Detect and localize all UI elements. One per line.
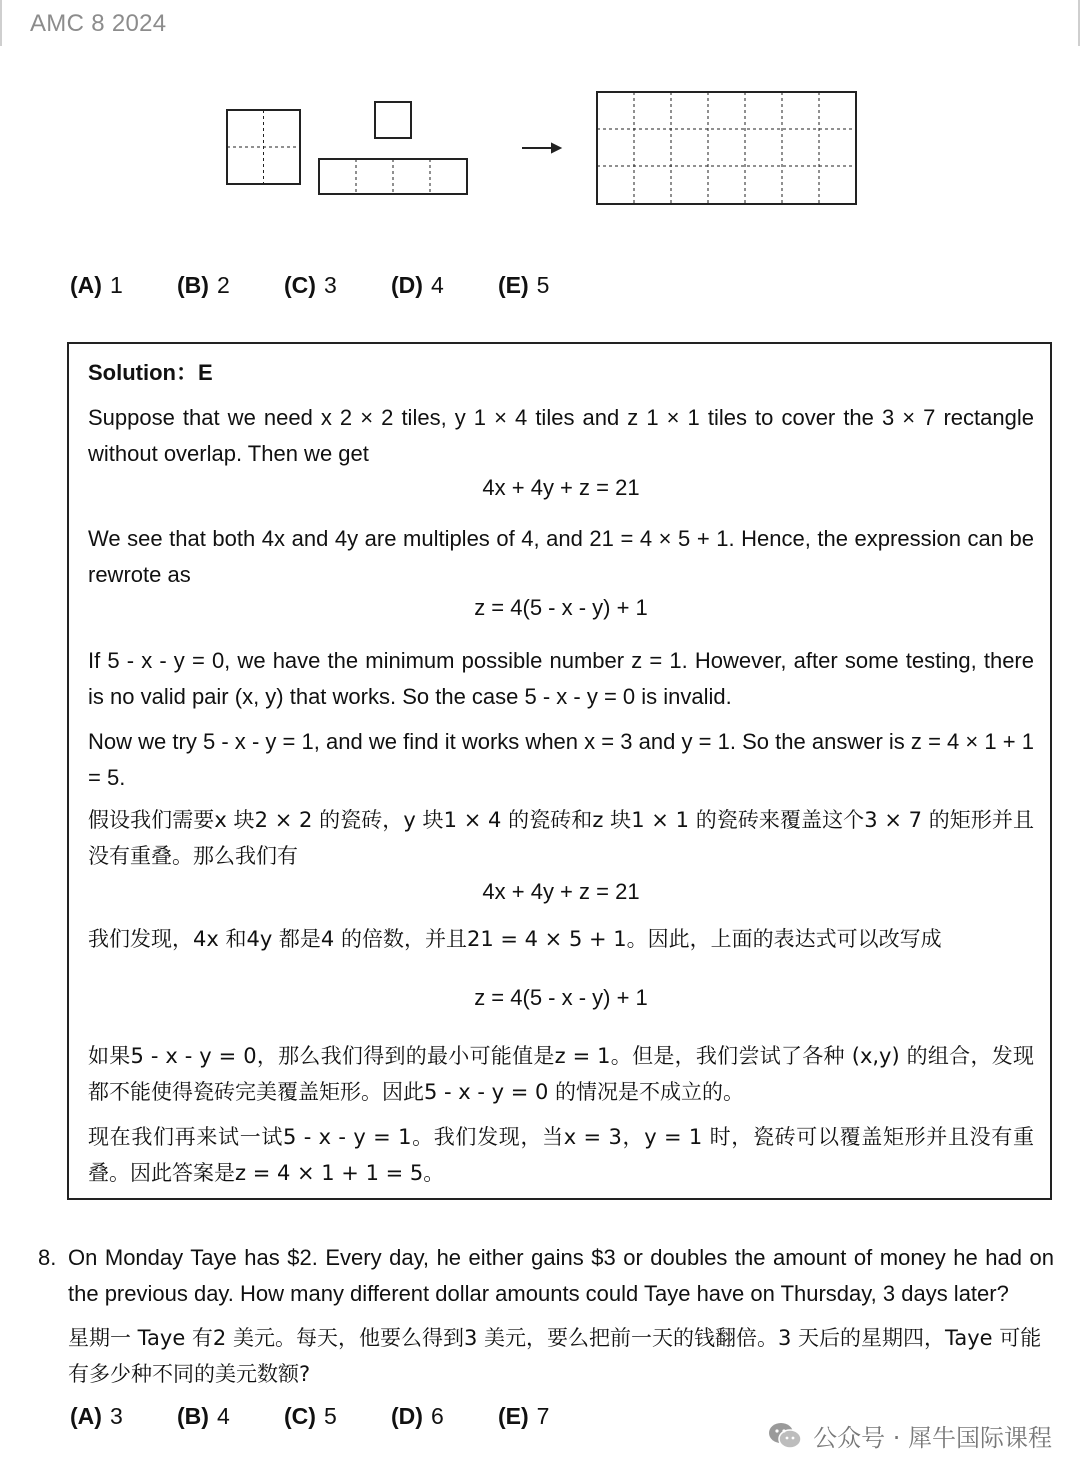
question7-choices [70, 272, 605, 299]
choice-c: (C) 5 [284, 1403, 337, 1429]
question8-choices [70, 1403, 605, 1430]
choice-d: (D) 6 [391, 1403, 444, 1429]
tiling-figure [222, 88, 862, 212]
choice-a: (A) 1 [70, 272, 123, 298]
solution-zh-paragraph-4: 现在我们再来试一试5 - x - y = 1。我们发现，当x = 3，y = 1 时，瓷砖可以覆盖矩形并且没有重叠。因此答案是z = 4 × 1 + 1 = 5。 [88, 1125, 1034, 1185]
watermark-text: 公众号 · 犀牛国际课程 [813, 1424, 1052, 1452]
tile-2x2 [227, 110, 300, 184]
solution-zh-paragraph-1: 假设我们需要x 块2 × 2 的瓷砖，y 块1 × 4 的瓷砖和z 块1 × 1 的瓷砖来覆盖这个3 × 7 的矩形并且没有重叠。那么我们有 [88, 808, 1034, 868]
choice-a: (A) 3 [70, 1403, 123, 1429]
question8-number: 8. [38, 1245, 57, 1270]
tile-1x1 [375, 102, 411, 138]
question8-text-zh: 星期一 Taye 有2 美元。每天，他要么得到3 美元，要么把前一天的钱翻倍。3 天后的星期四，Taye 可能有多少种不同的美元数额? [68, 1326, 1042, 1386]
equation-1: 4x + 4y + z = 21 [482, 475, 640, 500]
arrow-icon [522, 144, 560, 152]
solution-paragraph-2: We see that both 4x and 4y are multiples of 4, and 21 = 4 × 5 + 1. Hence, the expression can be rewrote as [88, 526, 1034, 587]
choice-d: (D) 4 [391, 272, 444, 298]
solution-zh-paragraph-2: 我们发现，4x 和4y 都是4 的倍数，并且21 = 4 × 5 + 1。因此，上面的表达式可以改写成 [88, 927, 942, 951]
choice-b: (B) 4 [177, 1403, 230, 1429]
watermark [767, 1418, 1052, 1453]
solution-title: Solution：E [88, 360, 213, 385]
rectangle-3x7 [597, 92, 856, 204]
solution-paragraph-4: Now we try 5 - x - y = 1, and we find it works when x = 3 and y = 1. So the answer is z = 4 × 1 + 1 = 5. [88, 729, 1034, 790]
question8-text: On Monday Taye has $2. Every day, he either gains $3 or doubles the amount of money he had on the previous day. How many different dollar amounts could Taye have on Thursday, 3 days later? [68, 1245, 1054, 1306]
choice-e: (E) 7 [498, 1403, 550, 1429]
solution-zh-paragraph-3: 如果5 - x - y = 0，那么我们得到的最小可能值是z = 1。但是，我们尝试了各种 (x,y) 的组合，发现都不能使得瓷砖完美覆盖矩形。因此5 - x - y = 0 的情况是不成立的。 [88, 1044, 1034, 1104]
header-divider [0, 0, 2, 46]
choice-e: (E) 5 [498, 272, 550, 298]
wechat-icon [767, 1421, 803, 1451]
solution-paragraph-3: If 5 - x - y = 0, we have the minimum possible number z = 1. However, after some testing, there is no valid pair (x, y) that works. So the case 5 - x - y = 0 is invalid. [88, 648, 1034, 709]
tile-1x4 [319, 159, 467, 194]
equation-4: z = 4(5 - x - y) + 1 [474, 985, 648, 1010]
page-header-title: AMC 8 2024 [30, 10, 167, 37]
choice-c: (C) 3 [284, 272, 337, 298]
solution-paragraph-1: Suppose that we need x 2 × 2 tiles, y 1 × 4 tiles and z 1 × 1 tiles to cover the 3 × 7 rectangle without overlap. Then we get [88, 405, 1034, 466]
equation-2: z = 4(5 - x - y) + 1 [474, 595, 648, 620]
equation-3: 4x + 4y + z = 21 [482, 879, 640, 904]
choice-b: (B) 2 [177, 272, 230, 298]
